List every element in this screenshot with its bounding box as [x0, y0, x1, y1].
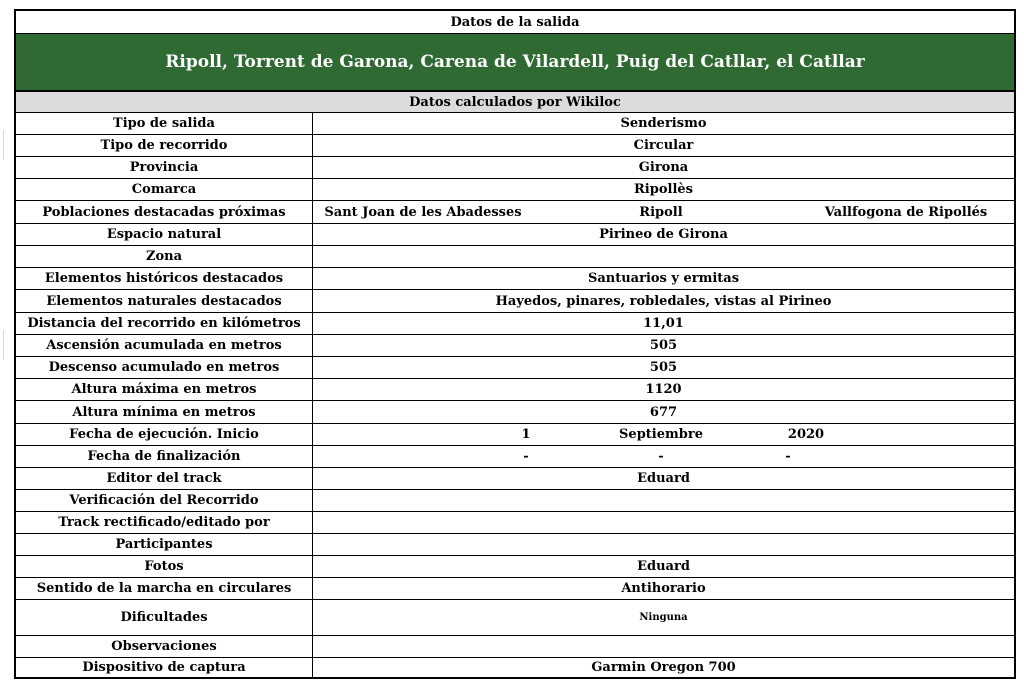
table-row-fecha-fin — [16, 446, 1014, 468]
route-title-banner — [16, 34, 1014, 92]
table-row-elementos-historicos — [16, 268, 1014, 290]
row-value — [313, 490, 1014, 511]
table-row-altura-maxima — [16, 379, 1014, 401]
row-label: Provincia — [16, 157, 313, 178]
row-label: Elementos históricos destacados — [16, 268, 313, 289]
table-row-comarca — [16, 179, 1014, 201]
table-row-editor — [16, 468, 1014, 490]
row-value: Circular — [633, 138, 694, 153]
wikiloc-subheader — [16, 92, 1014, 113]
end-day: - — [523, 449, 529, 464]
table-row-track-rectificado — [16, 512, 1014, 534]
row-label: Dificultades — [16, 600, 313, 635]
row-label: Verificación del Recorrido — [16, 490, 313, 511]
town-1: Sant Joan de les Abadesses — [324, 204, 522, 220]
row-label: Editor del track — [16, 468, 313, 489]
left-edge-mark — [3, 330, 4, 360]
table-row-descenso — [16, 357, 1014, 379]
left-edge-mark — [3, 130, 4, 160]
table-row-poblaciones — [16, 201, 1014, 224]
row-value: Ninguna — [639, 612, 688, 623]
table-row-fecha-inicio — [16, 424, 1014, 446]
row-value: Eduard — [637, 559, 690, 574]
start-year: 2020 — [787, 427, 825, 442]
table-row-participantes — [16, 534, 1014, 556]
row-value: 505 — [649, 338, 678, 353]
table-row-sentido — [16, 578, 1014, 600]
end-month: - — [658, 449, 664, 464]
table-header — [16, 11, 1014, 34]
start-month: Septiembre — [619, 427, 703, 442]
row-label: Fecha de finalización — [16, 446, 313, 467]
row-label: Fotos — [16, 556, 313, 577]
table-row-distancia — [16, 313, 1014, 335]
row-value — [313, 636, 1014, 657]
row-label: Elementos naturales destacados — [16, 290, 313, 312]
table-row-espacio-natural — [16, 224, 1014, 246]
row-value: 505 — [649, 360, 678, 375]
row-label: Dispositivo de captura — [16, 658, 313, 677]
row-value: Santuarios y ermitas — [587, 271, 740, 286]
row-label: Track rectificado/editado por — [16, 512, 313, 533]
row-value — [313, 534, 1014, 555]
row-value — [313, 246, 1014, 267]
row-label: Participantes — [16, 534, 313, 555]
row-value: 11,01 — [643, 316, 684, 331]
row-value: Eduard — [637, 471, 690, 486]
table-row-observaciones — [16, 636, 1014, 658]
table-row-verificacion — [16, 490, 1014, 512]
row-label: Fecha de ejecución. Inicio — [16, 424, 313, 445]
table-row-ascension — [16, 335, 1014, 357]
row-value: Garmin Oregon 700 — [591, 660, 736, 675]
row-label: Comarca — [16, 179, 313, 200]
row-label: Distancia del recorrido en kilómetros — [16, 313, 313, 334]
row-label: Sentido de la marcha en circulares — [16, 578, 313, 599]
table-row-elementos-naturales — [16, 290, 1014, 313]
row-label: Ascensión acumulada en metros — [16, 335, 313, 356]
table-header-text: Datos de la salida — [450, 14, 580, 30]
town-2: Ripoll — [639, 204, 683, 220]
table-row-provincia — [16, 157, 1014, 179]
row-value: Hayedos, pinares, robledales, vistas al Pirineo — [495, 293, 832, 309]
row-label: Espacio natural — [16, 224, 313, 245]
row-label: Tipo de salida — [16, 113, 313, 134]
row-label: Tipo de recorrido — [16, 135, 313, 156]
table-row-tipo-salida — [16, 113, 1014, 135]
row-label: Zona — [16, 246, 313, 267]
row-value: 1120 — [645, 382, 682, 397]
row-value: 677 — [649, 404, 678, 420]
row-value — [313, 512, 1014, 533]
route-title: Ripoll, Torrent de Garona, Carena de Vilardell, Puig del Catllar, el Catllar — [165, 52, 865, 72]
start-day: 1 — [521, 427, 531, 442]
table-row-dificultades — [16, 600, 1014, 636]
table-row-tipo-recorrido — [16, 135, 1014, 157]
row-label: Altura máxima en metros — [16, 379, 313, 400]
row-label: Observaciones — [16, 636, 313, 657]
row-label: Altura mínima en metros — [16, 401, 313, 423]
wikiloc-subheader-text: Datos calculados por Wikiloc — [409, 94, 621, 110]
row-value: Antihorario — [621, 581, 706, 596]
table-row-fotos — [16, 556, 1014, 578]
row-value: Girona — [638, 160, 689, 175]
row-value: Ripollès — [634, 182, 693, 197]
row-value: Senderismo — [620, 116, 707, 131]
row-label: Poblaciones destacadas próximas — [16, 201, 313, 223]
town-3: Vallfogona de Ripollés — [824, 204, 988, 220]
row-value: Pirineo de Girona — [599, 227, 728, 242]
end-year: - — [785, 449, 791, 464]
row-label: Descenso acumulado en metros — [16, 357, 313, 378]
table-row-altura-minima — [16, 401, 1014, 424]
trip-data-table — [14, 9, 1016, 679]
table-row-dispositivo — [16, 658, 1014, 677]
table-row-zona — [16, 246, 1014, 268]
